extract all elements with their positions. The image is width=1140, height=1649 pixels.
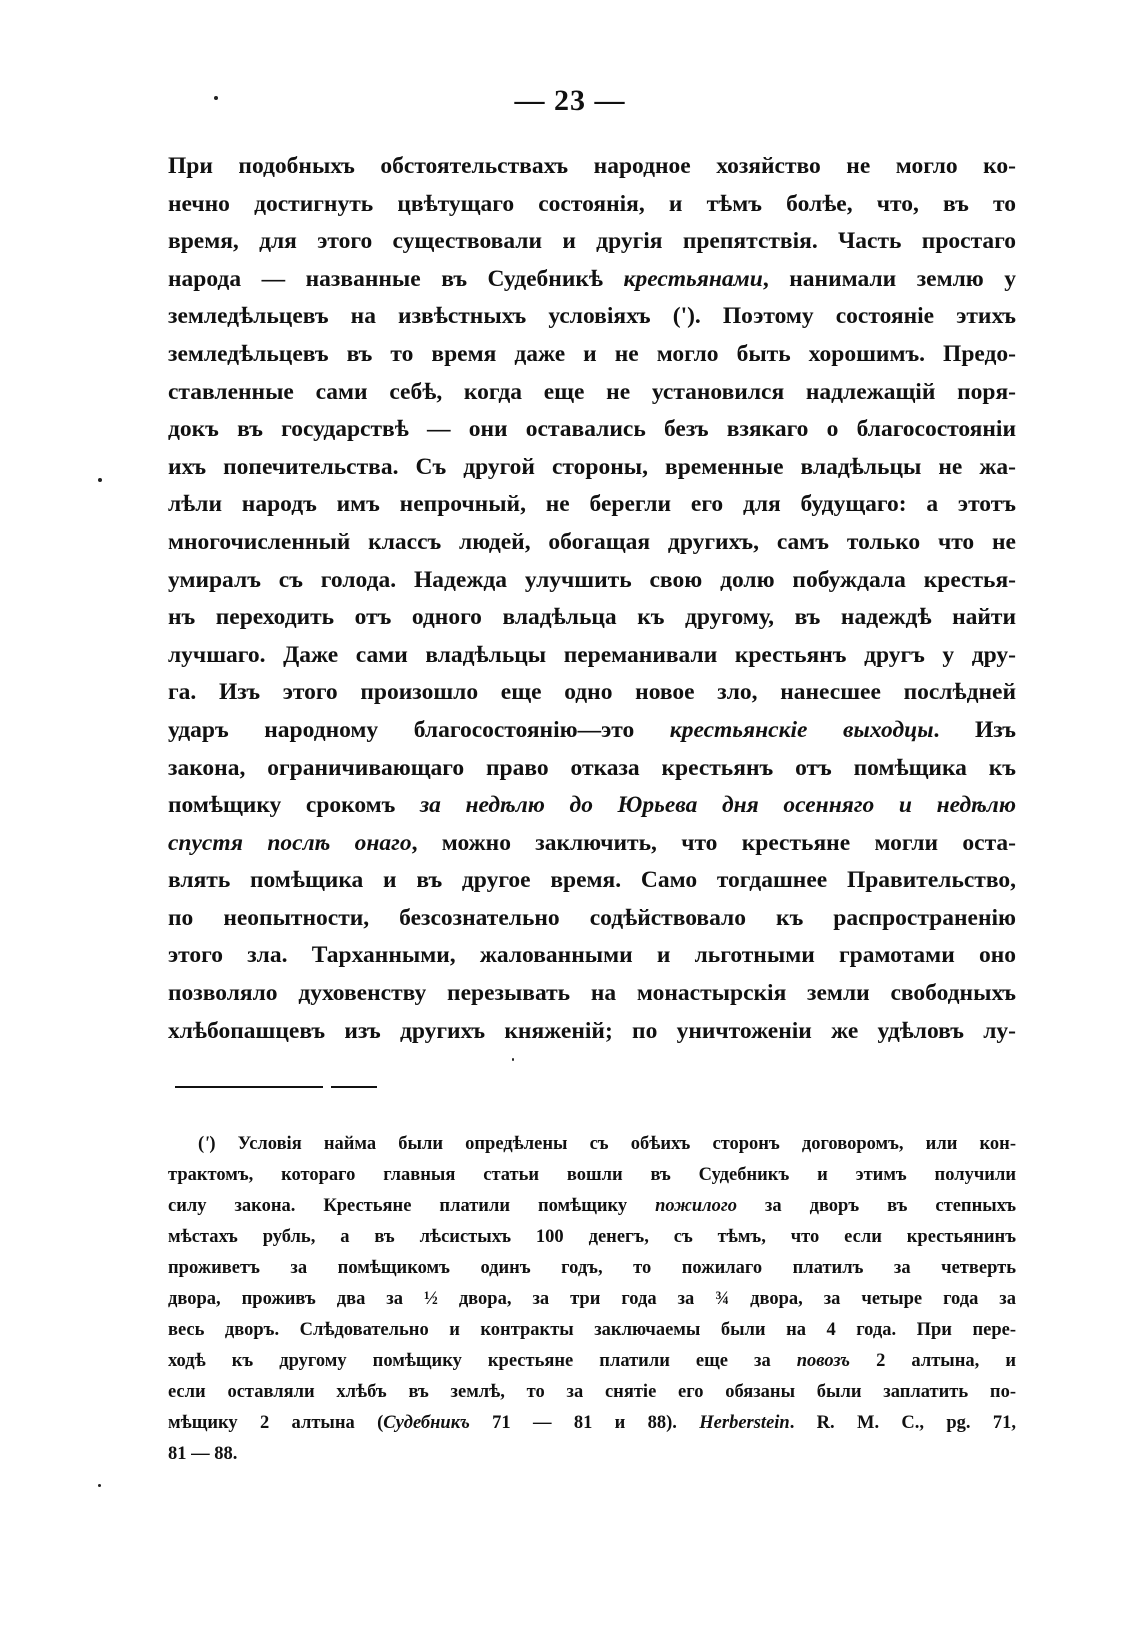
text-run: хлѣбопашцевъ изъ другихъ княженій; по уничтоженіи же удѣловъ лу- xyxy=(168,1017,1016,1044)
body-line xyxy=(168,411,1016,449)
text-run: если оставляли хлѣбъ въ землѣ, то за снятіе его обязаны были заплатить по- xyxy=(168,1382,1016,1402)
footnote-line xyxy=(168,1160,1016,1191)
italic-text: Судебникъ xyxy=(383,1413,470,1433)
body-line xyxy=(168,148,1016,186)
footnote-line xyxy=(168,1191,1016,1222)
body-line xyxy=(168,449,1016,487)
text-run: ( xyxy=(198,1134,205,1154)
body-line xyxy=(168,223,1016,261)
text-run: земледѣльцевъ на извѣстныхъ условіяхъ ( xyxy=(168,303,681,330)
text-run: ' xyxy=(680,303,688,330)
scan-speck xyxy=(98,478,102,482)
footnote-separator xyxy=(175,1086,323,1088)
text-run: влять помѣщика и въ другое время. Само тогдашнее Правительство, xyxy=(168,867,1016,894)
text-run: земледѣльцевъ въ то время даже и не могло быть хорошимъ. Предо- xyxy=(168,340,1016,367)
text-run: ходѣ къ другому помѣщику крестьяне платили еще за xyxy=(168,1351,797,1371)
scan-speck xyxy=(512,1058,514,1061)
italic-text: спустя послѣ онаго xyxy=(168,829,412,856)
body-line xyxy=(168,975,1016,1013)
body-line xyxy=(168,937,1016,975)
scan-speck xyxy=(214,96,218,100)
body-line xyxy=(168,674,1016,712)
body-text xyxy=(168,148,1016,1050)
text-run: двора, проживъ два за ½ двора, за три года за ¾ двора, за четыре года за xyxy=(168,1289,1016,1309)
body-line xyxy=(168,298,1016,336)
text-run: мѣстахъ рубль, а въ лѣсистыхъ 100 денегъ, съ тѣмъ, что если крестьянинъ xyxy=(168,1227,1016,1247)
text-run: за дворъ въ степныхъ xyxy=(736,1196,1016,1216)
body-line xyxy=(168,486,1016,524)
italic-text: Herberstein xyxy=(699,1413,790,1433)
body-line xyxy=(168,787,1016,825)
body-line xyxy=(168,637,1016,675)
text-run: закона, ограничивающаго право отказа крестьянъ отъ помѣщика къ xyxy=(168,754,1016,781)
page-number: — 23 — xyxy=(514,84,626,117)
text-run: ) Условія найма были опредѣлены съ обѣихъ сторонъ договоромъ, или кон- xyxy=(209,1134,1016,1154)
body-line xyxy=(168,750,1016,788)
text-run: ударъ народному благосостоянію—это xyxy=(168,716,670,743)
text-run: 81 — 88. xyxy=(168,1444,238,1464)
italic-text: крестьянскіе выходцы xyxy=(669,716,934,743)
footnote-line xyxy=(168,1129,1016,1160)
text-run: силу закона. Крестьяне платили помѣщику xyxy=(168,1196,656,1216)
text-run: 71 — 81 и 88). xyxy=(469,1413,700,1433)
text-run: многочисленный классъ людей, обогащая другихъ, самъ только что не xyxy=(168,528,1016,555)
footnote xyxy=(168,1129,1016,1470)
italic-text: за недѣлю до Юрьева дня осенняго и недѣлю xyxy=(419,792,1016,819)
text-run: мѣщику 2 алтына ( xyxy=(168,1413,384,1433)
text-run: , можно заключить, что крестьяне могли оста- xyxy=(411,829,1016,856)
italic-text: пожилого xyxy=(655,1196,737,1216)
body-line xyxy=(168,599,1016,637)
text-run: весь дворъ. Слѣдовательно и контракты заключаемы были на 4 года. При пере- xyxy=(168,1320,1016,1340)
body-line xyxy=(168,261,1016,299)
footnote-line xyxy=(168,1284,1016,1315)
text-run: ). Поэтому состояніе этихъ xyxy=(687,303,1016,330)
footnote-line xyxy=(168,1222,1016,1253)
text-run: время, для этого существовали и другія препятствія. Часть простаго xyxy=(168,228,1016,255)
footnote-line xyxy=(168,1315,1016,1346)
footnote-line xyxy=(168,1253,1016,1284)
body-line xyxy=(168,825,1016,863)
text-run: . Изъ xyxy=(933,716,1016,743)
footnote-line xyxy=(168,1377,1016,1408)
text-run: ставленные сами себѣ, когда еще не установился надлежащій поря- xyxy=(168,378,1016,405)
text-run: При подобныхъ обстоятельствахъ народное хозяйство не могло ко- xyxy=(168,153,1016,179)
text-run: проживетъ за помѣщикомъ одинъ годъ, то пожилаго платилъ за четверть xyxy=(168,1258,1016,1278)
body-line xyxy=(168,524,1016,562)
text-run: лѣли народъ имъ непрочный, не берегли его для будущаго: а этотъ xyxy=(168,491,1016,518)
italic-text: ' xyxy=(204,1134,210,1154)
text-run: 2 алтына, и xyxy=(850,1351,1016,1371)
italic-text: повозъ xyxy=(796,1351,851,1371)
text-run: позволяло духовенству перезывать на монастырскія земли свободныхъ xyxy=(168,980,1016,1007)
body-line xyxy=(168,186,1016,224)
text-run: лучшаго. Даже сами владѣльцы переманивали крестьянъ другъ у дру- xyxy=(168,641,1016,668)
text-run: этого зла. Тарханными, жалованными и льготными грамотами оно xyxy=(168,942,1016,969)
footnote-line xyxy=(168,1346,1016,1377)
footnote-line xyxy=(168,1439,1016,1470)
body-line xyxy=(168,862,1016,900)
scan-speck xyxy=(98,1484,101,1487)
text-run: га. Изъ этого произошло еще одно новое зло, нанесшее послѣдней xyxy=(168,679,1016,706)
footnote-separator-short xyxy=(331,1086,377,1088)
body-line xyxy=(168,900,1016,938)
text-run: трактомъ, котораго главныя статьи вошли въ Судебникъ и этимъ получили xyxy=(168,1165,1016,1185)
body-line xyxy=(168,1013,1016,1051)
text-run: умиралъ съ голода. Надежда улучшить свою долю побуждала крестья- xyxy=(168,566,1016,593)
text-run: народа — названные въ Судебникѣ xyxy=(168,265,624,292)
text-run: нъ переходить отъ одного владѣльца къ другому, въ надеждѣ найти xyxy=(168,604,1016,631)
text-run: по неопытности, безсознательно содѣйствовало къ распространенію xyxy=(168,904,1016,931)
text-run: ихъ попечительства. Съ другой стороны, временные владѣльцы не жа- xyxy=(168,453,1016,480)
text-run: нечно достигнуть цвѣтущаго состоянія, и тѣмъ болѣе, что, въ то xyxy=(168,190,1016,217)
footnote-line xyxy=(168,1408,1016,1439)
body-line xyxy=(168,336,1016,374)
text-run: . R. M. C., pg. 71, xyxy=(789,1413,1016,1433)
text-run: докъ въ государствѣ — они оставались безъ взякаго о благосостояніи xyxy=(168,416,1016,443)
body-line xyxy=(168,712,1016,750)
italic-text: крестьянами xyxy=(623,265,763,292)
body-line xyxy=(168,562,1016,600)
body-line xyxy=(168,374,1016,412)
text-run: помѣщику срокомъ xyxy=(168,792,420,819)
text-run: , нанимали землю у xyxy=(762,265,1016,292)
